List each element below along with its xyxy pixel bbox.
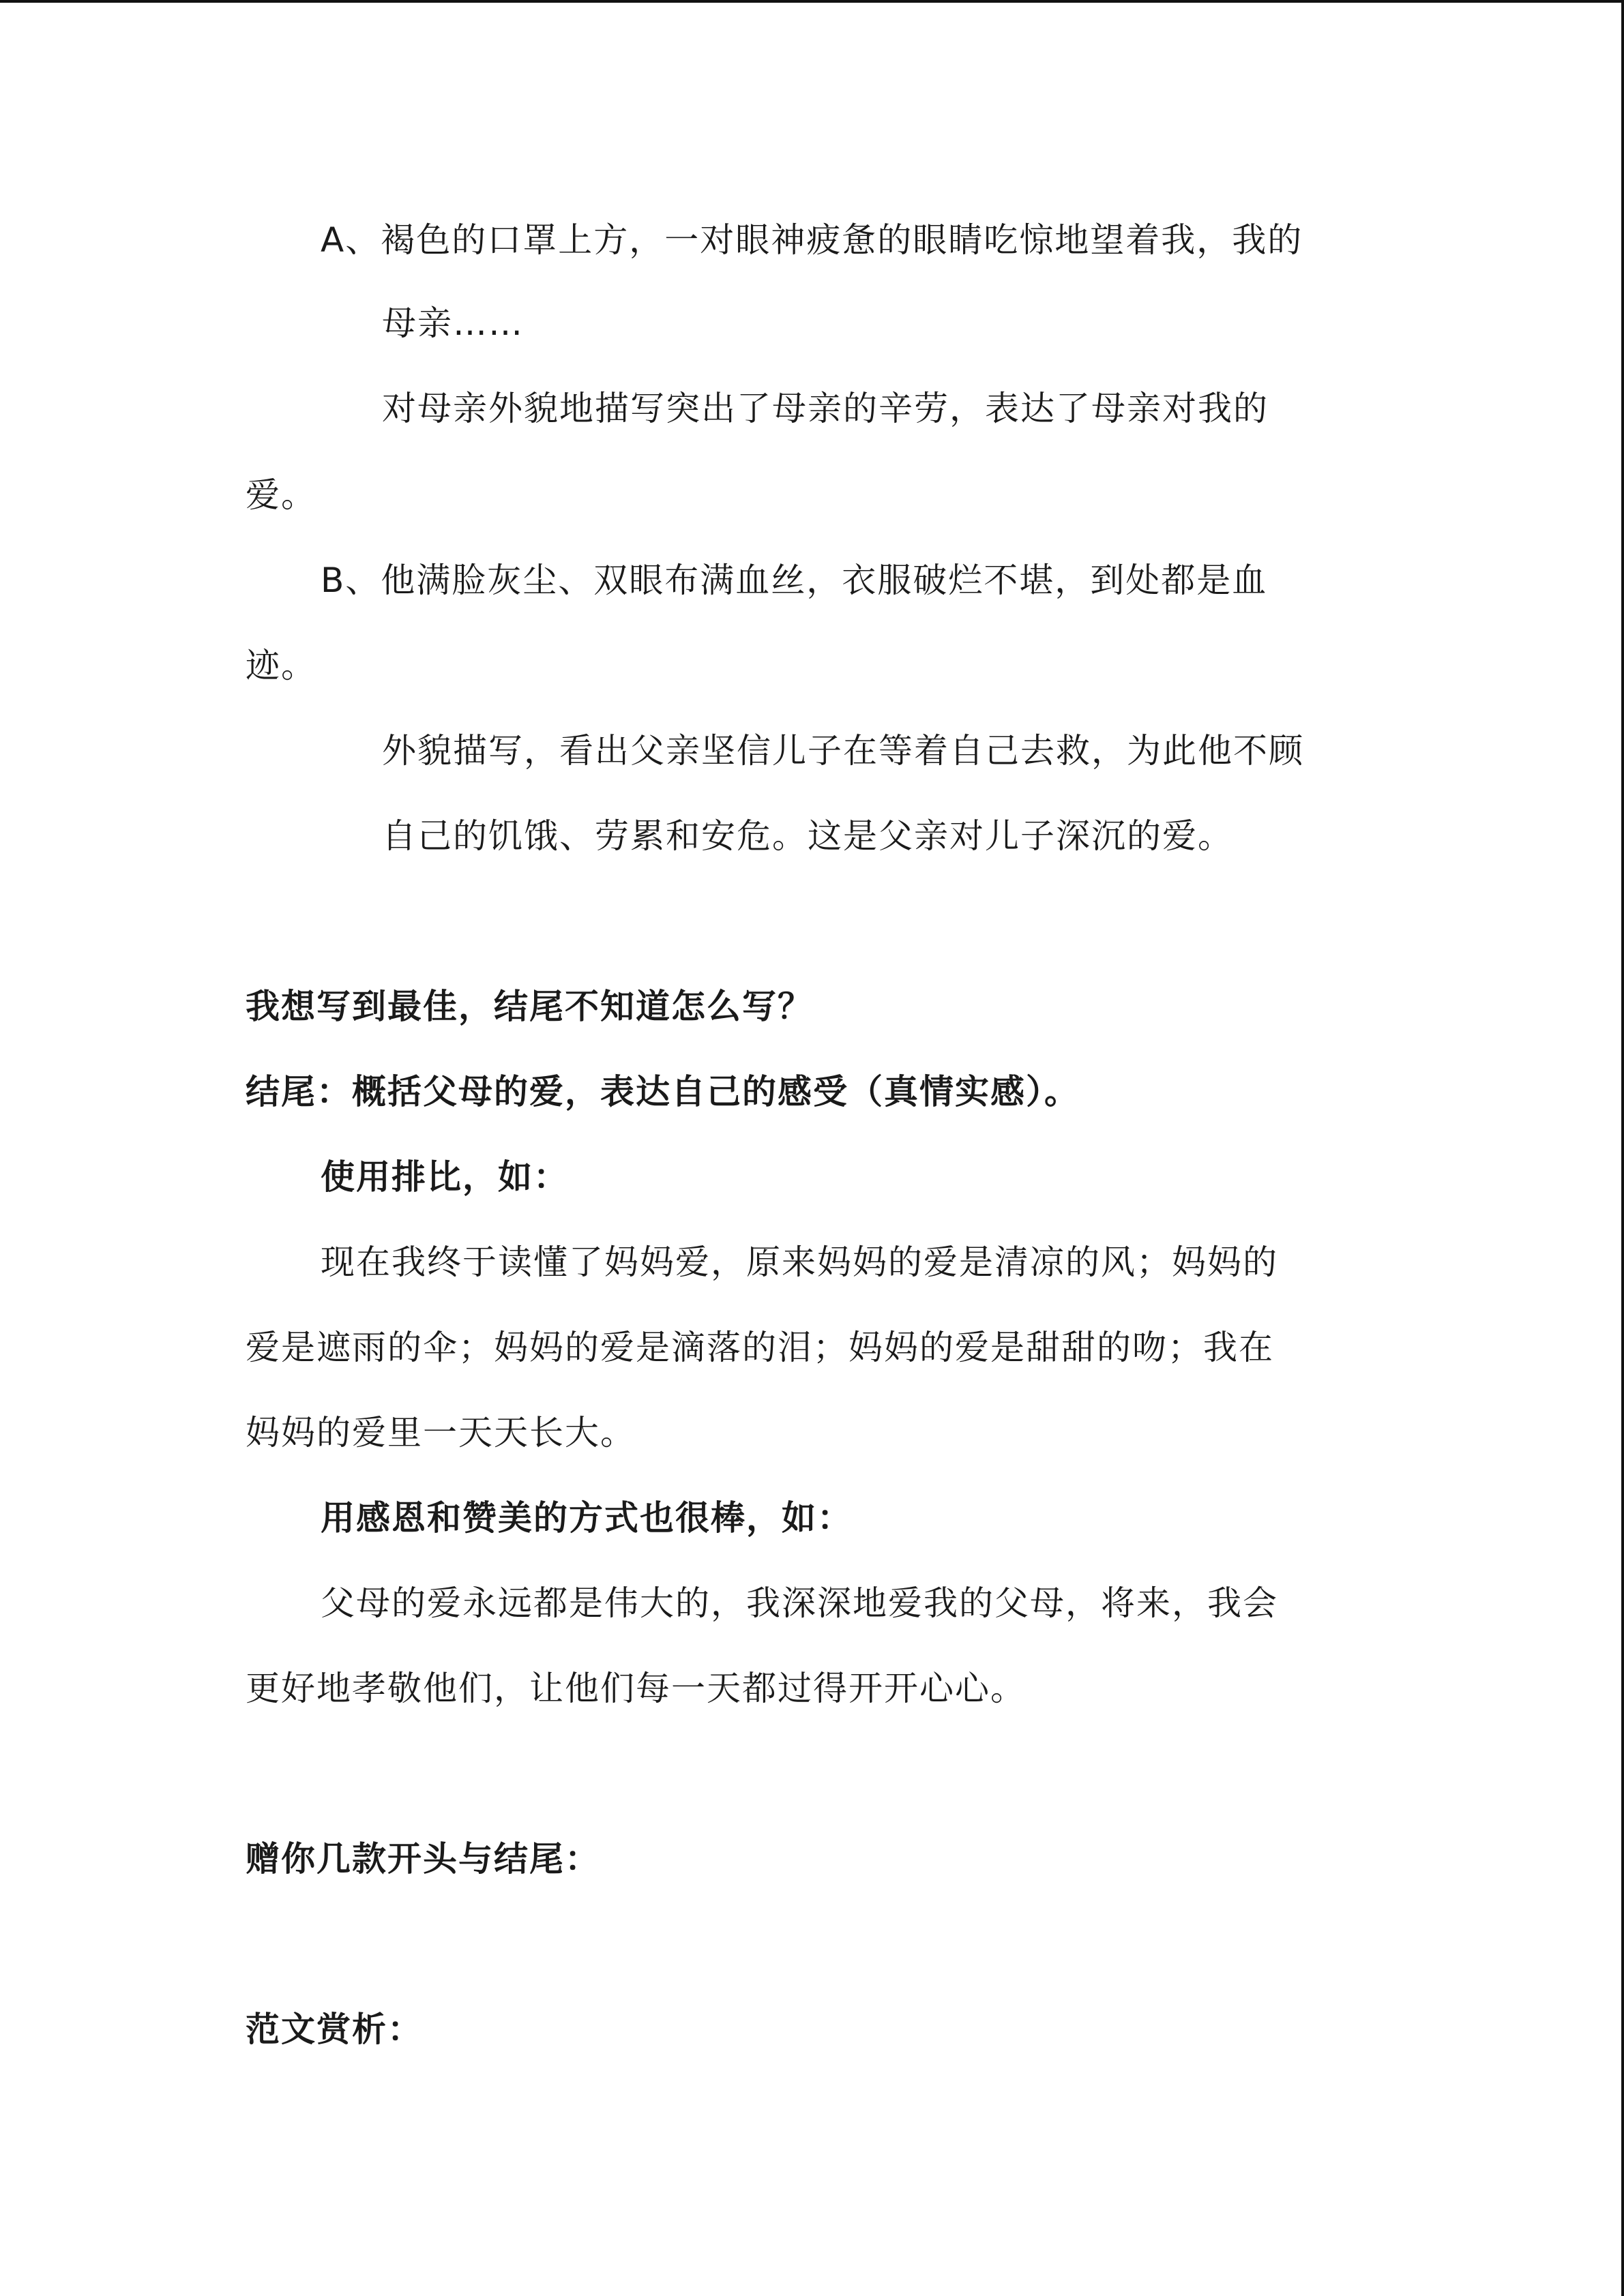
- parallelism-example-line-2: 爱是遮雨的伞；妈妈的爱是滴落的泪；妈妈的爱是甜甜的吻；我在: [246, 1328, 1274, 1367]
- section-heading-sample-analysis: 范文赏析：: [246, 2010, 423, 2049]
- section-heading-ending-summary: 结尾：概括父母的爱，表达自己的感受（真情实感）。: [246, 1072, 1080, 1112]
- example-a-line-2: 母亲……: [382, 303, 524, 343]
- gratitude-example-line-1: 父母的爱永远都是伟大的，我深深地爱我的父母，将来，我会: [321, 1583, 1278, 1623]
- parallelism-example-line-1: 现在我终于读懂了妈妈爱，原来妈妈的爱是清凉的风；妈妈的: [321, 1242, 1278, 1282]
- subheading-parallelism: 使用排比，如：: [321, 1157, 569, 1197]
- page-top-border: [0, 0, 1624, 3]
- page-right-border: [1621, 0, 1624, 2296]
- subheading-gratitude: 用感恩和赞美的方式也很棒，如：: [321, 1498, 853, 1538]
- example-b-analysis-line-2: 自己的饥饿、劳累和安危。这是父亲对儿子深沉的爱。: [382, 816, 1233, 856]
- section-heading-ending-question: 我想写到最佳，结尾不知道怎么写？: [246, 987, 813, 1026]
- example-a-line-1: A、褐色的口罩上方，一对眼神疲惫的眼睛吃惊地望着我，我的: [321, 220, 1303, 260]
- example-a-analysis-line-1: 对母亲外貌地描写突出了母亲的辛劳，表达了母亲对我的: [382, 389, 1269, 428]
- example-b-analysis-line-1: 外貌描写，看出父亲坚信儿子在等着自己去救，为此他不顾: [382, 731, 1304, 771]
- example-a-analysis-line-2: 爱。: [246, 475, 316, 515]
- parallelism-example-line-3: 妈妈的爱里一天天长大。: [246, 1413, 636, 1452]
- example-b-line-2: 迹。: [246, 646, 316, 685]
- section-heading-openings-endings: 赠你几款开头与结尾：: [246, 1839, 600, 1879]
- gratitude-example-line-2: 更好地孝敬他们，让他们每一天都过得开开心心。: [246, 1669, 1026, 1708]
- example-b-line-1: B、他满脸灰尘、双眼布满血丝，衣服破烂不堪，到处都是血: [321, 561, 1268, 600]
